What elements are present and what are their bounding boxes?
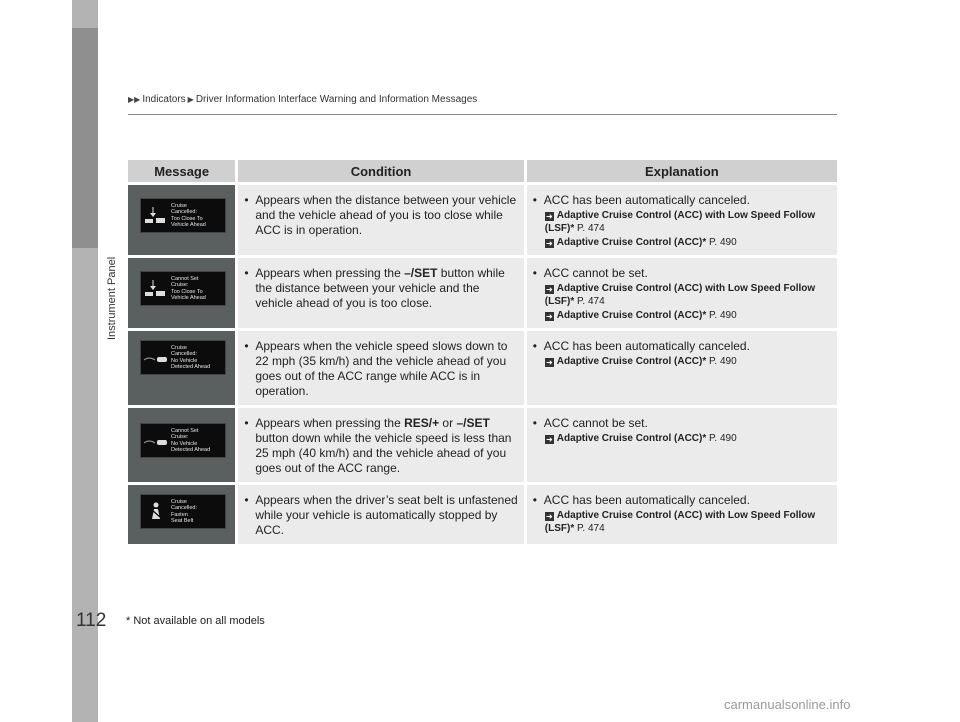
breadcrumb-item[interactable]: Driver Information Interface Warning and Information Messages bbox=[195, 94, 478, 105]
bullet-icon: • bbox=[244, 266, 249, 280]
condition-cell bbox=[235, 485, 523, 544]
explanation-text: ACC cannot be set. bbox=[543, 416, 648, 430]
column-header-condition: Condition bbox=[235, 160, 523, 182]
reference-page: P. 490 bbox=[709, 237, 737, 248]
display-text-line: No Vehicle bbox=[171, 440, 198, 447]
condition-cell bbox=[235, 331, 523, 405]
display-text-line: Cruise bbox=[171, 498, 187, 505]
display-text-line: Cannot Set bbox=[171, 427, 199, 434]
reference-page: P. 490 bbox=[709, 356, 737, 367]
page-number: 112 bbox=[76, 610, 107, 631]
no-vehicle-ahead-icon bbox=[141, 341, 171, 374]
reference-asterisk: * bbox=[702, 356, 707, 367]
table-row bbox=[128, 408, 837, 482]
message-image-cell bbox=[128, 331, 235, 405]
condition-text: Appears when pressing the –/SET button while the distance between your vehicle and the vehicle ahead of you is too close. bbox=[255, 266, 505, 310]
table-row bbox=[128, 258, 837, 328]
condition-cell bbox=[235, 185, 523, 255]
watermark: carmanualsonline.info bbox=[724, 697, 851, 712]
reference-asterisk: * bbox=[702, 310, 707, 321]
display-text-line: Vehicle Ahead bbox=[171, 295, 206, 301]
explanation-text: ACC has been automatically canceled. bbox=[543, 493, 750, 507]
bullet-icon: • bbox=[244, 339, 249, 353]
display-text-line: Seat Belt bbox=[171, 518, 194, 524]
button-key-label: RES/+ bbox=[404, 416, 440, 430]
table-row bbox=[128, 185, 837, 255]
footnote: * Not available on all models bbox=[126, 615, 265, 627]
reference-title: Adaptive Cruise Control (ACC) bbox=[556, 356, 703, 367]
explanation-bullet bbox=[533, 493, 833, 508]
reference-asterisk: * bbox=[570, 523, 575, 534]
header-divider bbox=[128, 114, 837, 115]
cross-reference[interactable] bbox=[533, 209, 833, 235]
display-text-line: Cannot Set bbox=[171, 275, 199, 282]
reference-asterisk: * bbox=[702, 237, 707, 248]
seat-belt-icon bbox=[141, 495, 171, 528]
reference-arrow-icon: ➜ bbox=[545, 285, 553, 294]
display-text-line: Cruise: bbox=[171, 434, 189, 440]
cross-reference[interactable] bbox=[533, 432, 833, 445]
explanation-bullet bbox=[533, 416, 833, 431]
condition-text: Appears when the driver’s seat belt is unfastened while your vehicle is automatically stopped by ACC. bbox=[255, 493, 518, 537]
bullet-icon: • bbox=[532, 193, 537, 207]
cross-reference[interactable] bbox=[533, 309, 833, 322]
display-message-text bbox=[171, 203, 206, 229]
reference-asterisk: * bbox=[570, 223, 575, 234]
reference-page: P. 490 bbox=[709, 433, 737, 444]
chapter-tab-highlight bbox=[72, 28, 98, 248]
display-text-line: Cruise: bbox=[171, 282, 189, 288]
message-image-cell bbox=[128, 408, 235, 482]
explanation-cell bbox=[524, 258, 837, 328]
display-message-text bbox=[171, 499, 197, 525]
cross-reference[interactable] bbox=[533, 236, 833, 249]
reference-page: P. 474 bbox=[577, 296, 605, 307]
bullet-icon: • bbox=[244, 416, 249, 430]
display-text-line: Detected Ahead bbox=[171, 364, 211, 370]
driver-info-display bbox=[140, 340, 226, 375]
display-message-text bbox=[171, 345, 210, 371]
bullet-icon: • bbox=[532, 339, 537, 353]
display-text-line: Cruise bbox=[171, 202, 187, 209]
explanation-text: ACC cannot be set. bbox=[543, 266, 648, 280]
message-image-cell bbox=[128, 485, 235, 544]
breadcrumb-arrow-icon: ▶ bbox=[187, 95, 194, 104]
explanation-cell bbox=[524, 485, 837, 544]
reference-title: Adaptive Cruise Control (ACC) with Low Speed Follow (LSF) bbox=[544, 283, 816, 307]
driver-info-display bbox=[140, 423, 226, 458]
driver-info-display bbox=[140, 494, 226, 529]
cars-too-close-icon bbox=[141, 272, 171, 305]
cross-reference[interactable] bbox=[533, 355, 833, 368]
reference-title: Adaptive Cruise Control (ACC) bbox=[556, 433, 703, 444]
condition-cell bbox=[235, 258, 523, 328]
breadcrumb bbox=[128, 94, 477, 105]
no-vehicle-ahead-icon bbox=[141, 424, 171, 457]
cars-too-close-icon bbox=[141, 199, 171, 232]
explanation-cell bbox=[524, 185, 837, 255]
reference-title: Adaptive Cruise Control (ACC) with Low Speed Follow (LSF) bbox=[544, 210, 816, 234]
condition-text: Appears when the distance between your vehicle and the vehicle ahead of you is too close while ACC is in operation. bbox=[255, 193, 517, 237]
display-text-line: Cruise bbox=[171, 344, 187, 351]
condition-bullet bbox=[244, 339, 519, 399]
bullet-icon: • bbox=[244, 493, 249, 507]
explanation-bullet bbox=[533, 193, 833, 208]
display-message-text bbox=[171, 428, 210, 454]
message-image-cell bbox=[128, 258, 235, 328]
reference-title: Adaptive Cruise Control (ACC) with Low Speed Follow (LSF) bbox=[544, 510, 816, 534]
driver-info-display bbox=[140, 198, 226, 233]
column-header-explanation: Explanation bbox=[524, 160, 837, 182]
bullet-icon: • bbox=[532, 493, 537, 507]
bullet-icon: • bbox=[532, 416, 537, 430]
condition-text: Appears when pressing the RES/+ or –/SET button down while the vehicle speed is less than 25 mph (40 km/h) and the vehicle ahead of you goes out of the ACC range. bbox=[255, 416, 512, 475]
button-key-label: –/SET bbox=[404, 266, 438, 280]
condition-bullet bbox=[244, 416, 519, 476]
reference-title: Adaptive Cruise Control (ACC) bbox=[556, 237, 703, 248]
condition-bullet bbox=[244, 266, 519, 311]
driver-info-display bbox=[140, 271, 226, 306]
explanation-text: ACC has been automatically canceled. bbox=[543, 193, 750, 207]
bullet-icon: • bbox=[244, 193, 249, 207]
bullet-icon: • bbox=[532, 266, 537, 280]
cross-reference[interactable] bbox=[533, 282, 833, 308]
display-text-line: Too Close To bbox=[171, 288, 203, 295]
display-text-line: Fasten bbox=[171, 511, 188, 518]
display-text-line: Vehicle Ahead bbox=[171, 222, 206, 228]
display-text-line: Cancelled: bbox=[171, 209, 197, 215]
display-text-line: No Vehicle bbox=[171, 357, 198, 364]
display-text-line: Detected Ahead bbox=[171, 447, 211, 453]
reference-arrow-icon: ➜ bbox=[545, 312, 553, 321]
explanation-bullet bbox=[533, 266, 833, 281]
display-text-line: Too Close To bbox=[171, 215, 203, 222]
message-image-cell bbox=[128, 185, 235, 255]
reference-arrow-icon: ➜ bbox=[545, 358, 553, 367]
message-table bbox=[128, 157, 837, 547]
cross-reference[interactable] bbox=[533, 509, 833, 535]
reference-asterisk: * bbox=[570, 296, 575, 307]
display-message-text bbox=[171, 276, 206, 302]
breadcrumb-item[interactable]: Indicators bbox=[142, 94, 186, 105]
reference-page: P. 490 bbox=[709, 310, 737, 321]
condition-cell bbox=[235, 408, 523, 482]
condition-bullet bbox=[244, 193, 519, 238]
reference-arrow-icon: ➜ bbox=[545, 512, 553, 521]
reference-asterisk: * bbox=[702, 433, 707, 444]
condition-text: Appears when the vehicle speed slows down to 22 mph (35 km/h) and the vehicle ahead of you goes out of the ACC range while ACC is in operation. bbox=[255, 339, 508, 398]
table-row bbox=[128, 331, 837, 405]
explanation-cell bbox=[524, 408, 837, 482]
display-text-line: Cancelled: bbox=[171, 505, 197, 511]
display-text-line: Cancelled: bbox=[171, 351, 197, 357]
table-row bbox=[128, 485, 837, 544]
button-key-label: –/SET bbox=[456, 416, 490, 430]
reference-page: P. 474 bbox=[577, 223, 605, 234]
reference-arrow-icon: ➜ bbox=[545, 239, 553, 248]
reference-page: P. 474 bbox=[577, 523, 605, 534]
reference-title: Adaptive Cruise Control (ACC) bbox=[556, 310, 703, 321]
explanation-cell bbox=[524, 331, 837, 405]
reference-arrow-icon: ➜ bbox=[545, 435, 553, 444]
breadcrumb-arrow-icon: ▶▶ bbox=[128, 95, 141, 104]
explanation-bullet bbox=[533, 339, 833, 354]
condition-bullet bbox=[244, 493, 519, 538]
column-header-message: Message bbox=[128, 160, 235, 182]
reference-arrow-icon: ➜ bbox=[545, 212, 553, 221]
explanation-text: ACC has been automatically canceled. bbox=[543, 339, 750, 353]
